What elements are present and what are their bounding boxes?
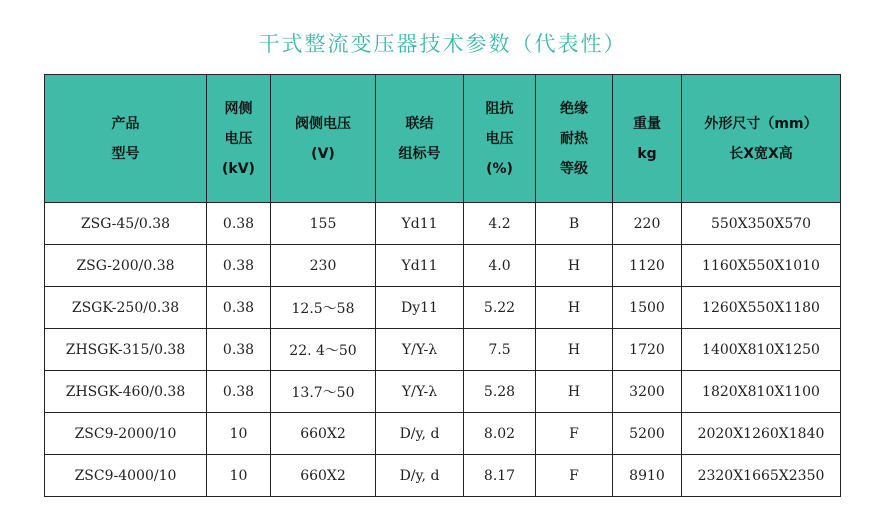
cell-weight: 1720 [613,329,682,371]
cell-weight: 3200 [613,371,682,413]
cell-dimensions: 1160X550X1010 [682,245,841,287]
cell-insulation-class: H [536,287,613,329]
cell-weight: 5200 [613,413,682,455]
header-cell-weight: 重量 kg [613,75,682,203]
cell-dimensions: 1400X810X1250 [682,329,841,371]
cell-valve-voltage: 660X2 [271,413,376,455]
table-row [45,413,841,455]
cell-insulation-class: H [536,245,613,287]
cell-model: ZSG-45/0.38 [45,203,207,245]
cell-dimensions: 1260X550X1180 [682,287,841,329]
page-title: 干式整流变压器技术参数（代表性） [258,32,627,56]
cell-impedance: 8.17 [464,455,536,497]
table-row [45,287,841,329]
cell-impedance: 4.2 [464,203,536,245]
cell-impedance: 4.0 [464,245,536,287]
cell-impedance: 8.02 [464,413,536,455]
cell-connection-group: Y/Y-λ [376,371,464,413]
cell-dimensions: 550X350X570 [682,203,841,245]
cell-line-voltage: 0.38 [207,287,271,329]
table-row [45,329,841,371]
cell-connection-group: Yd11 [376,203,464,245]
cell-connection-group: Y/Y-λ [376,329,464,371]
cell-insulation-class: F [536,455,613,497]
cell-weight: 220 [613,203,682,245]
header-cell-insulation-class: 绝缘 耐热 等级 [536,75,613,203]
cell-dimensions: 1820X810X1100 [682,371,841,413]
header-cell-valve-voltage: 阀侧电压 (V) [271,75,376,203]
cell-model: ZSG-200/0.38 [45,245,207,287]
cell-valve-voltage: 660X2 [271,455,376,497]
cell-insulation-class: B [536,203,613,245]
header-cell-dimensions: 外形尺寸（mm） 长X宽X高 [682,75,841,203]
header-cell-line-voltage: 网侧 电压 (kV) [207,75,271,203]
cell-line-voltage: 10 [207,413,271,455]
table-row [45,245,841,287]
cell-connection-group: Dy11 [376,287,464,329]
table-row [45,371,841,413]
cell-valve-voltage: 155 [271,203,376,245]
cell-valve-voltage: 230 [271,245,376,287]
cell-line-voltage: 0.38 [207,371,271,413]
cell-insulation-class: F [536,413,613,455]
cell-weight: 8910 [613,455,682,497]
cell-impedance: 7.5 [464,329,536,371]
cell-line-voltage: 10 [207,455,271,497]
cell-impedance: 5.22 [464,287,536,329]
cell-connection-group: D/y, d [376,413,464,455]
header-cell-impedance: 阻抗 电压 (%) [464,75,536,203]
cell-connection-group: D/y, d [376,455,464,497]
cell-valve-voltage: 22. 4～50 [271,329,376,371]
cell-model: ZSGK-250/0.38 [45,287,207,329]
cell-valve-voltage: 13.7～50 [271,371,376,413]
table-row [45,203,841,245]
cell-line-voltage: 0.38 [207,329,271,371]
cell-line-voltage: 0.38 [207,203,271,245]
header-row [45,75,841,203]
header-cell-model: 产品 型号 [45,75,207,203]
cell-weight: 1120 [613,245,682,287]
cell-valve-voltage: 12.5～58 [271,287,376,329]
cell-impedance: 5.28 [464,371,536,413]
spec-table [44,74,841,497]
cell-model: ZHSGK-460/0.38 [45,371,207,413]
cell-model: ZSC9-2000/10 [45,413,207,455]
cell-insulation-class: H [536,329,613,371]
cell-dimensions: 2320X1665X2350 [682,455,841,497]
cell-model: ZSC9-4000/10 [45,455,207,497]
cell-connection-group: Yd11 [376,245,464,287]
header-cell-connection-group: 联结 组标号 [376,75,464,203]
cell-insulation-class: H [536,371,613,413]
cell-model: ZHSGK-315/0.38 [45,329,207,371]
table-row [45,455,841,497]
cell-dimensions: 2020X1260X1840 [682,413,841,455]
cell-weight: 1500 [613,287,682,329]
cell-line-voltage: 0.38 [207,245,271,287]
